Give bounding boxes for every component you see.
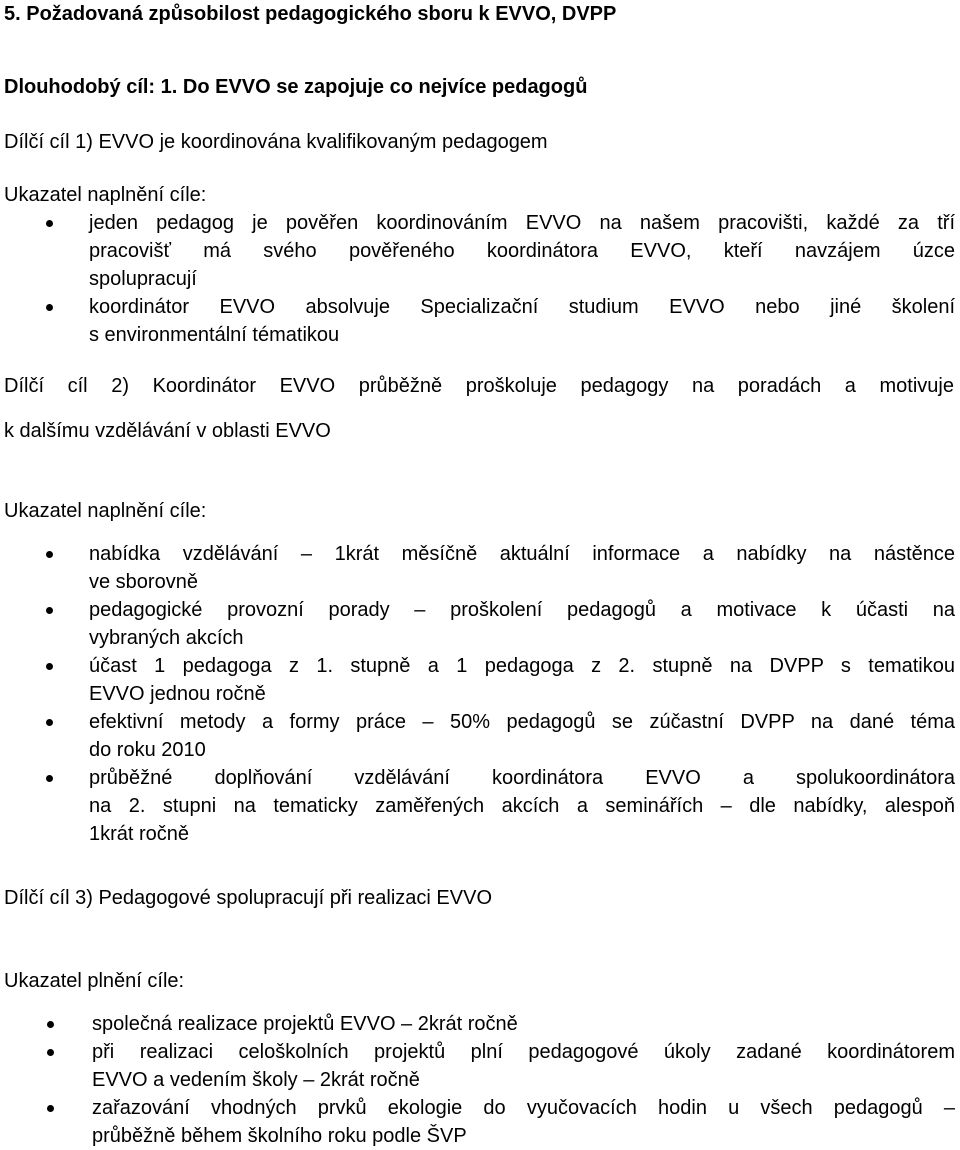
sub-goal-3-indicator: Ukazatel plnění cíle: — [4, 970, 185, 992]
list-item — [0, 209, 960, 293]
sub-goal-2-indicator: Ukazatel naplnění cíle: — [4, 500, 207, 522]
section-heading: 5. Požadovaná způsobilost pedagogického sboru k EVVO, DVPP — [4, 3, 617, 25]
bullet-icon — [46, 304, 53, 311]
sub-goal-3-title: Dílčí cíl 3) Pedagogové spolupracují při realizaci EVVO — [4, 887, 493, 909]
list-item-line: zařazování vhodných prvků ekologie do vyučovacích hodin u všech pedagogů – — [92, 1097, 955, 1119]
bullet-icon — [46, 607, 53, 614]
sub-goal-2-title-line: Dílčí cíl 2) Koordinátor EVVO průběžně proškoluje pedagogy na poradách a motivuje — [4, 375, 954, 397]
bullet-icon — [46, 719, 53, 726]
list-item — [0, 1094, 960, 1150]
bullet-icon — [47, 1049, 54, 1056]
list-item-line: pracovišť má svého pověřeného koordinátora EVVO, kteří navzájem úzce — [89, 240, 955, 262]
list-item-line: průběžně během školního roku podle ŠVP — [92, 1125, 467, 1147]
long-term-goal: Dlouhodobý cíl: 1. Do EVVO se zapojuje co nejvíce pedagogů — [4, 76, 588, 98]
sub-goal-2-title-continuation: k dalšímu vzdělávání v oblasti EVVO — [4, 420, 331, 442]
bullet-icon — [46, 220, 53, 227]
list-item-line: na 2. stupni na tematicky zaměřených akcích a seminářích – dle nabídky, alespoň — [89, 795, 955, 817]
list-item — [0, 708, 960, 764]
sub-goal-2-indicator-list — [0, 540, 960, 848]
list-item-line: při realizaci celoškolních projektů plní pedagogové úkoly zadané koordinátorem — [92, 1041, 955, 1063]
list-item-line: efektivní metody a formy práce – 50% pedagogů se zúčastní DVPP na dané téma — [89, 711, 955, 733]
list-item-line: EVVO jednou ročně — [89, 683, 266, 705]
sub-goal-1-indicator: Ukazatel naplnění cíle: — [4, 184, 207, 206]
list-item — [0, 652, 960, 708]
list-item — [0, 1010, 960, 1038]
bullet-icon — [46, 663, 53, 670]
sub-goal-1-title: Dílčí cíl 1) EVVO je koordinována kvalifikovaným pedagogem — [4, 131, 548, 153]
list-item-line: 1krát ročně — [89, 823, 190, 845]
list-item-line: průběžné doplňování vzdělávání koordinátora EVVO a spolukoordinátora — [89, 767, 955, 789]
list-item — [0, 764, 960, 848]
sub-goal-3-indicator-list — [0, 1010, 960, 1150]
list-item-line: vybraných akcích — [89, 627, 244, 649]
bullet-icon — [47, 1105, 54, 1112]
list-item — [0, 540, 960, 596]
list-item-line: společná realizace projektů EVVO – 2krát ročně — [92, 1013, 518, 1035]
bullet-icon — [46, 551, 53, 558]
list-item-line: EVVO a vedením školy – 2krát ročně — [92, 1069, 420, 1091]
list-item-line: s environmentální tématikou — [89, 324, 340, 346]
list-item-line: nabídka vzdělávání – 1krát měsíčně aktuální informace a nabídky na nástěnce — [89, 543, 955, 565]
list-item-line: pedagogické provozní porady – proškolení pedagogů a motivace k účasti na — [89, 599, 955, 621]
bullet-icon — [47, 1021, 54, 1028]
list-item-line: koordinátor EVVO absolvuje Specializační studium EVVO nebo jiné školení — [89, 296, 955, 318]
list-item — [0, 293, 960, 349]
bullet-icon — [46, 775, 53, 782]
sub-goal-1-indicator-list — [0, 209, 960, 349]
list-item-line: spolupracují — [89, 268, 197, 290]
list-item — [0, 1038, 960, 1094]
list-item-line: účast 1 pedagoga z 1. stupně a 1 pedagoga z 2. stupně na DVPP s tematikou — [89, 655, 955, 677]
list-item — [0, 596, 960, 652]
sub-goal-2-title — [4, 372, 954, 400]
list-item-line: jeden pedagog je pověřen koordinováním EVVO na našem pracovišti, každé za tří — [89, 212, 955, 234]
list-item-line: do roku 2010 — [89, 739, 206, 761]
list-item-line: ve sborovně — [89, 571, 198, 593]
